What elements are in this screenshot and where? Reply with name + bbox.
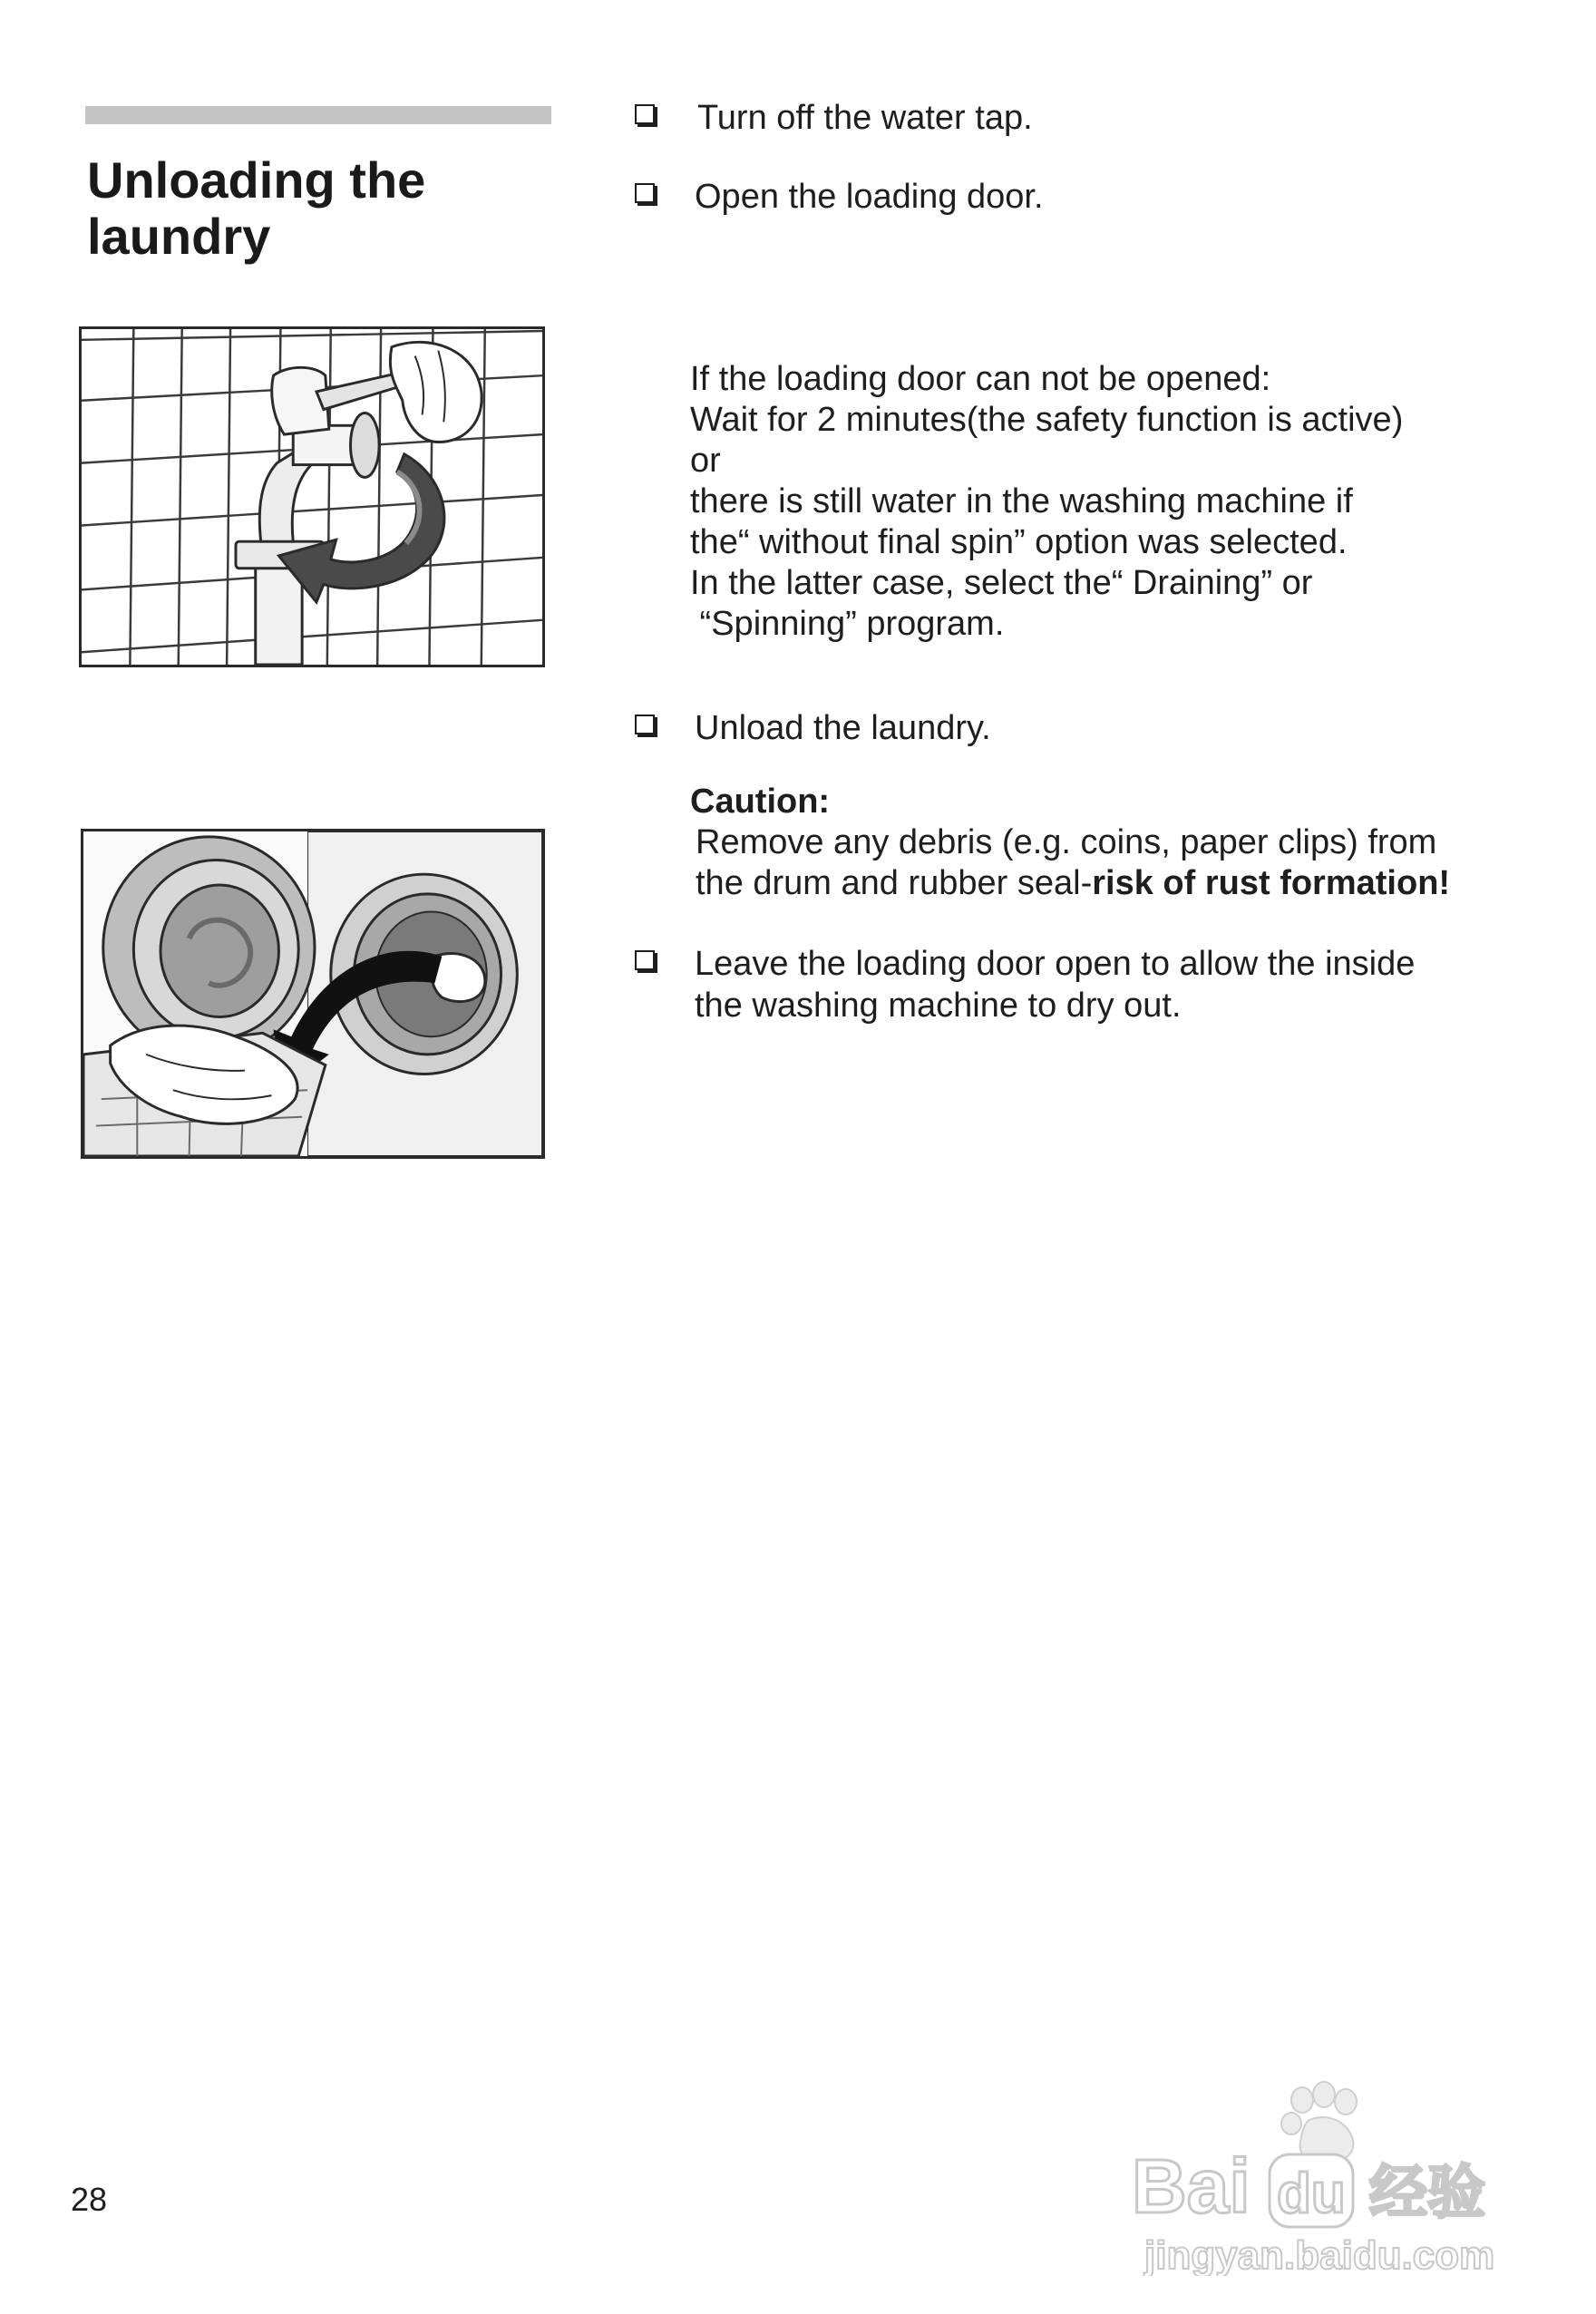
- step-text: Leave the loading door open to allow the inside the washing machine to dry out.: [695, 945, 1416, 1025]
- svg-text:Bai: Bai: [1132, 2144, 1251, 2229]
- checkbox-bullet-icon: [635, 950, 655, 970]
- page-number: 28: [71, 2181, 108, 2218]
- step-text: Open the loading door.: [695, 178, 1044, 216]
- note-line: or: [690, 442, 721, 480]
- note-line: there is still water in the washing machine if: [690, 482, 1353, 520]
- section-title: Unloading the laundry: [87, 151, 426, 265]
- checkbox-bullet-icon: [635, 715, 655, 734]
- note-line: “Spinning” program.: [690, 605, 1005, 643]
- svg-text:du: du: [1277, 2163, 1346, 2225]
- svg-text:经验: 经验: [1369, 2160, 1485, 2227]
- note-line: the“ without final spin” option was selected.: [690, 523, 1348, 561]
- note-line: If the loading door can not be opened:: [690, 360, 1271, 398]
- step-text: Turn off the water tap.: [697, 99, 1033, 137]
- water-tap-illustration: [79, 326, 545, 667]
- caution-title: Caution:: [690, 783, 831, 821]
- baidu-watermark-logo: [1132, 2076, 1504, 2276]
- unload-laundry-illustration: [81, 829, 545, 1159]
- caution-body: [696, 822, 1561, 904]
- svg-text:jingyan.baidu.com: jingyan.baidu.com: [1144, 2233, 1495, 2276]
- step-text: Unload the laundry.: [695, 709, 991, 747]
- caution-block: [690, 782, 1561, 904]
- checkbox-bullet-icon: [635, 104, 655, 124]
- caution-emphasis: risk of rust formation!: [1092, 864, 1451, 902]
- note-line: In the latter case, select the“ Draining” or: [690, 564, 1313, 602]
- checkbox-bullet-icon: [635, 183, 655, 203]
- section-divider: [85, 106, 551, 124]
- door-locked-note: [690, 359, 1506, 645]
- caution-text: Remove any debris (e.g. coins, paper clips) from the drum and rubber seal-: [696, 823, 1437, 902]
- note-line: Wait for 2 minutes(the safety function is active): [690, 401, 1404, 439]
